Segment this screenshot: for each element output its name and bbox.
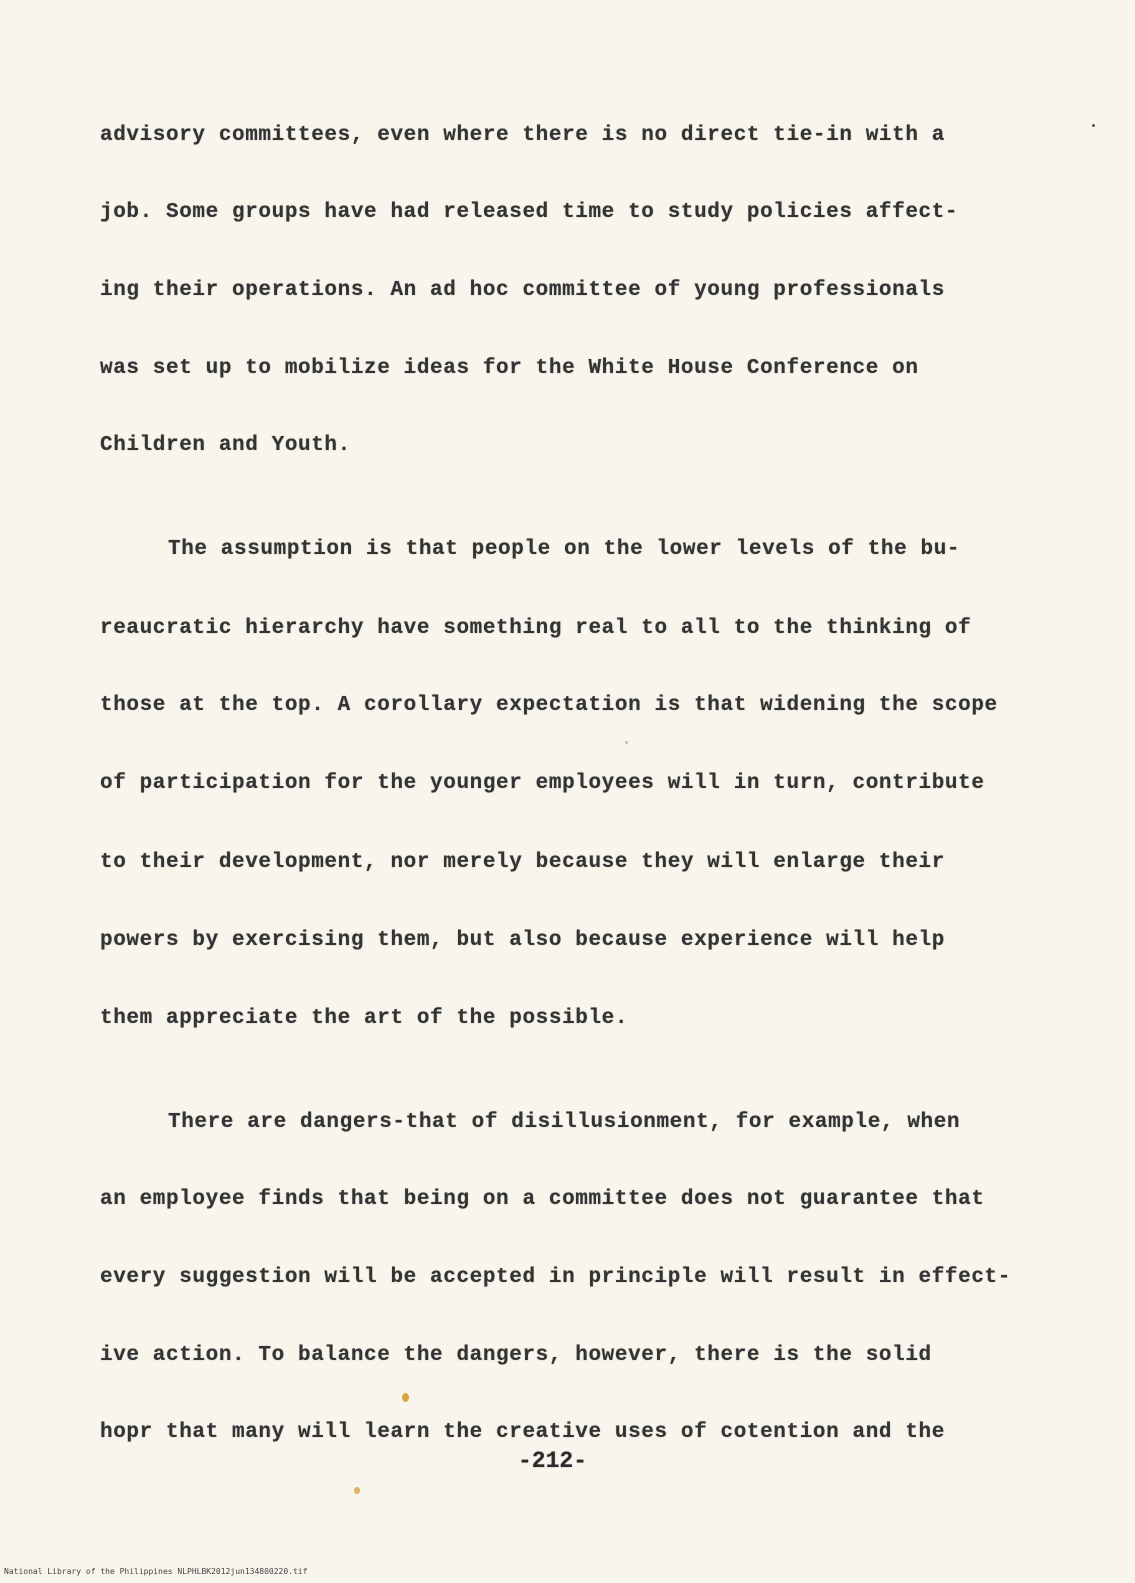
text-line: those at the top. A corollary expectation is that widening the scope bbox=[100, 694, 998, 717]
text-line: hopr that many will learn the creative uses of cotention and the bbox=[100, 1421, 945, 1444]
paper-speck bbox=[354, 1487, 360, 1494]
text-line: There are dangers-that of disillusionment, for example, when bbox=[168, 1111, 961, 1134]
text-line: every suggestion will be accepted in principle will result in effect- bbox=[100, 1266, 1011, 1289]
text-line: job. Some groups have had released time to study policies affect- bbox=[100, 201, 959, 224]
text-line: them appreciate the art of the possible. bbox=[100, 1007, 629, 1030]
text-line: Children and Youth. bbox=[100, 434, 351, 457]
text-line: powers by exercising them, but also because experience will help bbox=[100, 929, 945, 952]
text-line: ing their operations. An ad hoc committee of young professionals bbox=[100, 279, 945, 302]
footer-caption: National Library of the Philippines NLPHLBK2012jun134800220.tif bbox=[4, 1567, 308, 1576]
text-line: ive action. To balance the dangers, however, there is the solid bbox=[100, 1344, 932, 1367]
text-line: was set up to mobilize ideas for the White House Conference on bbox=[100, 357, 919, 380]
text-line: reaucratic hierarchy have something real to all to the thinking of bbox=[100, 617, 972, 640]
text-line: The assumption is that people on the lower levels of the bu- bbox=[168, 538, 961, 561]
text-line: to their development, nor merely because they will enlarge their bbox=[100, 851, 945, 874]
text-line: an employee finds that being on a committee does not guarantee that bbox=[100, 1188, 985, 1211]
text-line: advisory committees, even where there is no direct tie-in with a bbox=[100, 124, 945, 147]
paper-speck bbox=[1092, 124, 1095, 127]
text-line: of participation for the younger employees will in turn, contribute bbox=[100, 772, 985, 795]
paper-speck bbox=[625, 741, 628, 744]
page-number: -212- bbox=[518, 1448, 588, 1474]
paper-speck bbox=[402, 1393, 409, 1402]
